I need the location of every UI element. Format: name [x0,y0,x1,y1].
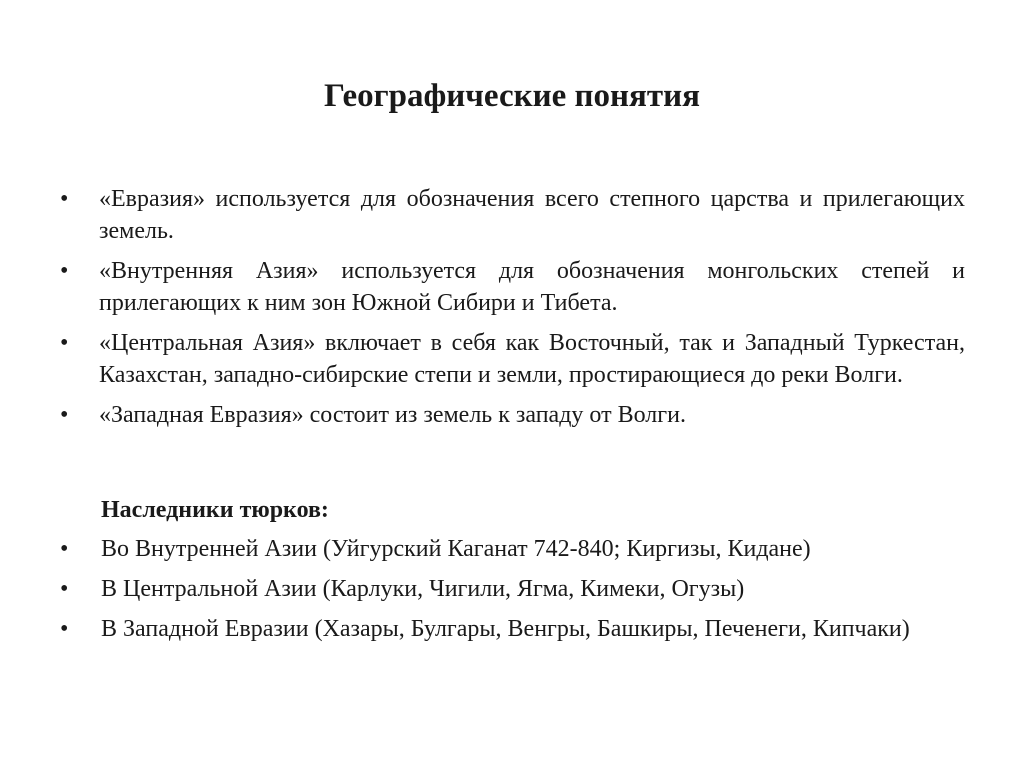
list-item [60,573,965,605]
terms-list [60,183,965,439]
heirs-heading: Наследники тюрков: [101,497,329,523]
heirs-list [60,533,965,653]
heir-text: Во Внутренней Азии (Уйгурский Каганат 742-840; Киргизы, Кидане) [101,536,811,562]
list-item [60,613,965,645]
heir-text: В Западной Евразии (Хазары, Булгары, Венгры, Башкиры, Печенеги, Кипчаки) [101,616,910,642]
bullet-icon: • [60,536,69,562]
bullet-icon: • [60,330,69,356]
list-item [60,255,965,319]
list-item [60,533,965,565]
bullet-icon: • [60,186,69,212]
bullet-icon: • [60,402,69,428]
bullet-icon: • [60,576,69,602]
list-item [60,183,965,247]
slide-title: Географические понятия [323,78,700,114]
list-item [60,327,965,391]
term-text: «Западная Евразия» состоит из земель к западу от Волги. [99,402,686,428]
bullet-icon: • [60,258,69,284]
bullet-icon: • [60,616,69,642]
term-text: «Внутренняя Азия» используется для обозначения монгольских степей и прилегающих к ним зон Южной Сибири и Тибета. [99,258,965,316]
heir-text: В Центральной Азии (Карлуки, Чигили, Ягма, Кимеки, Огузы) [101,576,745,602]
list-item [60,399,965,431]
term-text: «Центральная Азия» включает в себя как Восточный, так и Западный Туркестан, Казахстан, западно-сибирские степи и земли, простирающиеся до реки Волги. [99,330,965,388]
term-text: «Евразия» используется для обозначения всего степного царства и прилегающих земель. [99,186,965,244]
